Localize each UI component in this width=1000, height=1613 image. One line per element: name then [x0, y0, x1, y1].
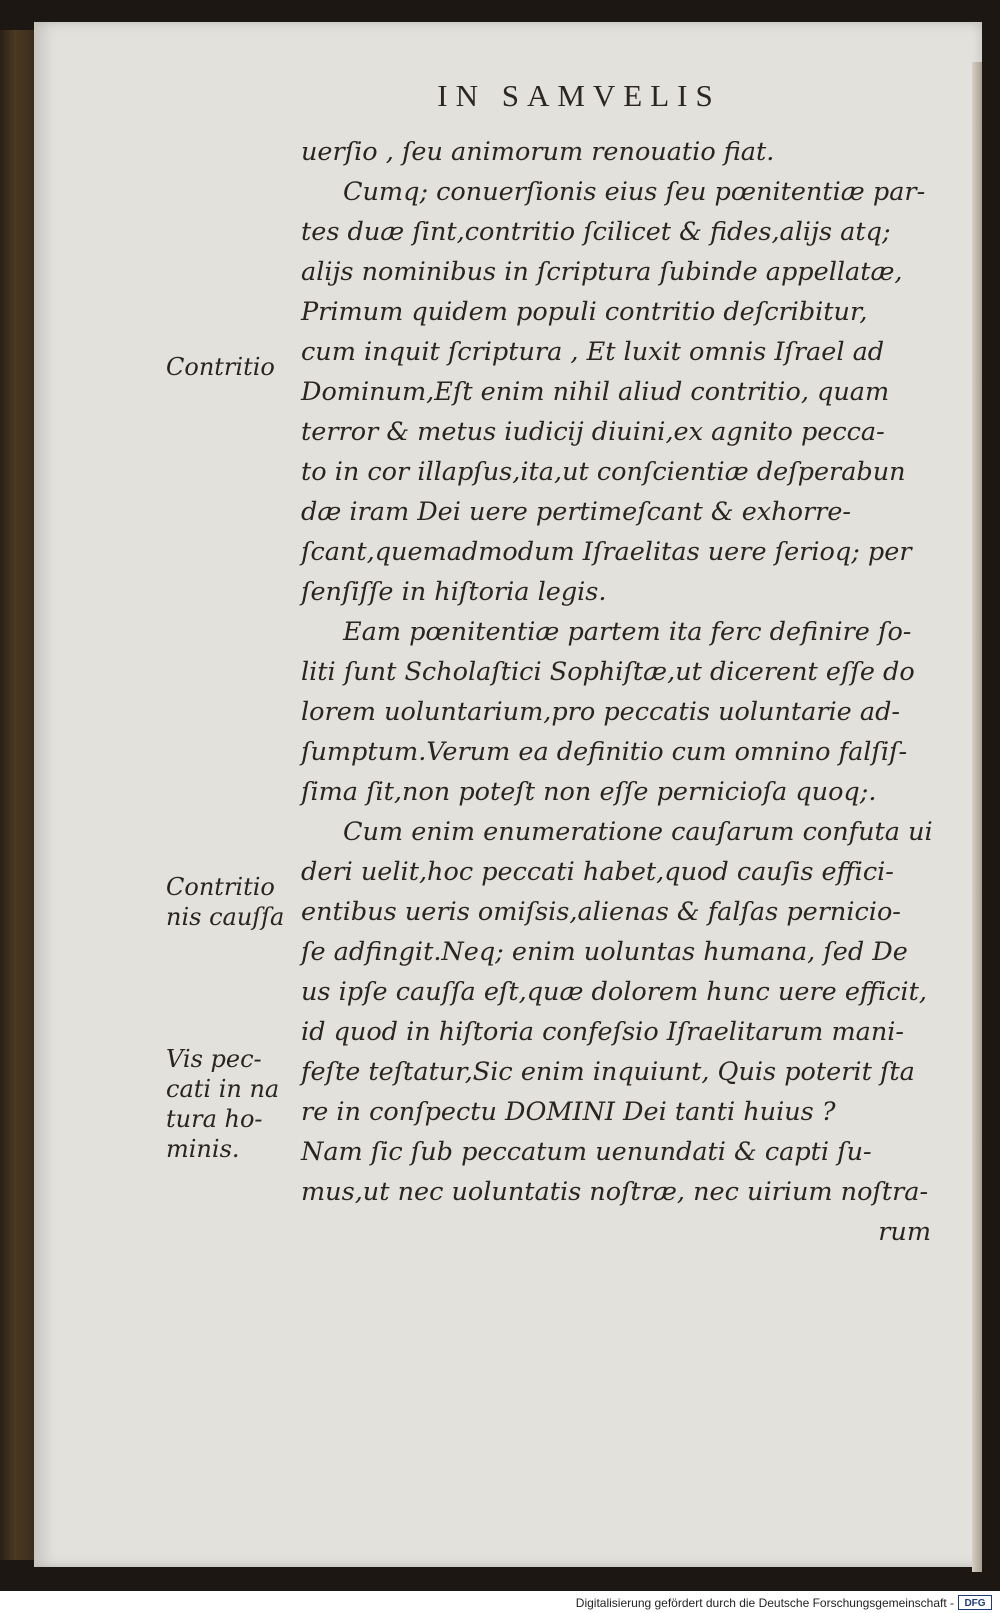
text-line: to in cor illapſus,ita,ut conſcientiæ deſperabun [301, 457, 906, 487]
dfg-logo: DFG [958, 1595, 992, 1610]
page-edge [972, 62, 982, 1572]
margin-note-vis-peccati [166, 1044, 279, 1164]
catchword: rum [878, 1217, 931, 1247]
book-binding [0, 30, 34, 1560]
text-line: ſe adfingit.Neq; enim uoluntas humana, ſed De [301, 937, 908, 967]
text-line: entibus ueris omiſsis,alienas & falſas pernicio- [301, 897, 901, 927]
margin-note-line: Contritio [166, 353, 275, 381]
footer-bar [0, 1591, 1000, 1613]
body-text [301, 132, 931, 1252]
text-line: ſcant,quemadmodum Iſraelitas uere ſerioq; per [301, 537, 912, 567]
margin-note-line: minis. [166, 1135, 240, 1163]
book-page [34, 22, 982, 1567]
text-line: id quod in hiſtoria confeſsio Iſraelitarum mani- [301, 1017, 905, 1047]
text-line: lorem uoluntarium,pro peccatis uoluntarie ad- [301, 697, 901, 727]
text-line: liti ſunt Scholaſtici Sophiſtæ,ut dicerent eſſe do [301, 657, 915, 687]
margin-note-line: cati in na [166, 1075, 280, 1103]
text-line: Cumq; conuerſionis eius ſeu pœnitentiæ par- [343, 177, 926, 207]
text-line: dæ iram Dei uere pertimeſcant & exhorre- [301, 497, 852, 527]
text-line: deri uelit,hoc peccati habet,quod cauſis effici- [301, 857, 894, 887]
text-line: cum inquit ſcriptura , Et luxit omnis Iſrael ad [301, 337, 885, 367]
text-line: tes duæ ſint,contritio ſcilicet & fides,alijs atq; [301, 217, 891, 247]
text-line: Eam pœnitentiæ partem ita ferc definire ſo- [343, 617, 912, 647]
text-line: ſumptum.Verum ea definitio cum omnino falſiſ- [301, 737, 908, 767]
margin-note-line: Vis pec- [166, 1045, 262, 1073]
text-line: Dominum,Eſt enim nihil aliud contritio, quam [301, 377, 890, 407]
margin-note-contritio [166, 352, 275, 382]
margin-note-line: nis cauſſa [166, 903, 285, 931]
text-line: ſenſiſſe in hiſtoria legis. [301, 577, 607, 607]
text-line: mus,ut nec uoluntatis noſtræ, nec uirium noſtra- [301, 1177, 929, 1207]
text-line: alijs nominibus in ſcriptura ſubinde appellatæ, [301, 257, 903, 287]
digitization-credit: Digitalisierung gefördert durch die Deutsche Forschungsgemeinschaft - [575, 1596, 954, 1610]
margin-note-line: tura ho- [166, 1105, 263, 1133]
text-line: terror & metus iudicij diuini,ex agnito pecca- [301, 417, 885, 447]
margin-note-contritionis-caussa [166, 872, 284, 932]
running-head: IN SAMVELIS [437, 78, 721, 113]
margin-note-line: Contritio [166, 873, 275, 901]
text-line: re in conſpectu DOMINI Dei tanti huius ? [301, 1097, 836, 1127]
text-line: Nam ſic ſub peccatum uenundati & capti ſu- [301, 1137, 872, 1167]
text-line: us ipſe cauſſa eſt,quæ dolorem hunc uere efficit, [301, 977, 927, 1007]
text-line: Cum enim enumeratione cauſarum confuta ui [343, 817, 933, 847]
text-line: feſte teſtatur,Sic enim inquiunt, Quis poterit ſta [301, 1057, 915, 1087]
text-line: ſima ſit,non poteſt non eſſe pernicioſa quoq;. [301, 777, 877, 807]
text-line: uerſio , ſeu animorum renouatio fiat. [301, 137, 775, 167]
text-line: Primum quidem populi contritio deſcribitur, [301, 297, 868, 327]
